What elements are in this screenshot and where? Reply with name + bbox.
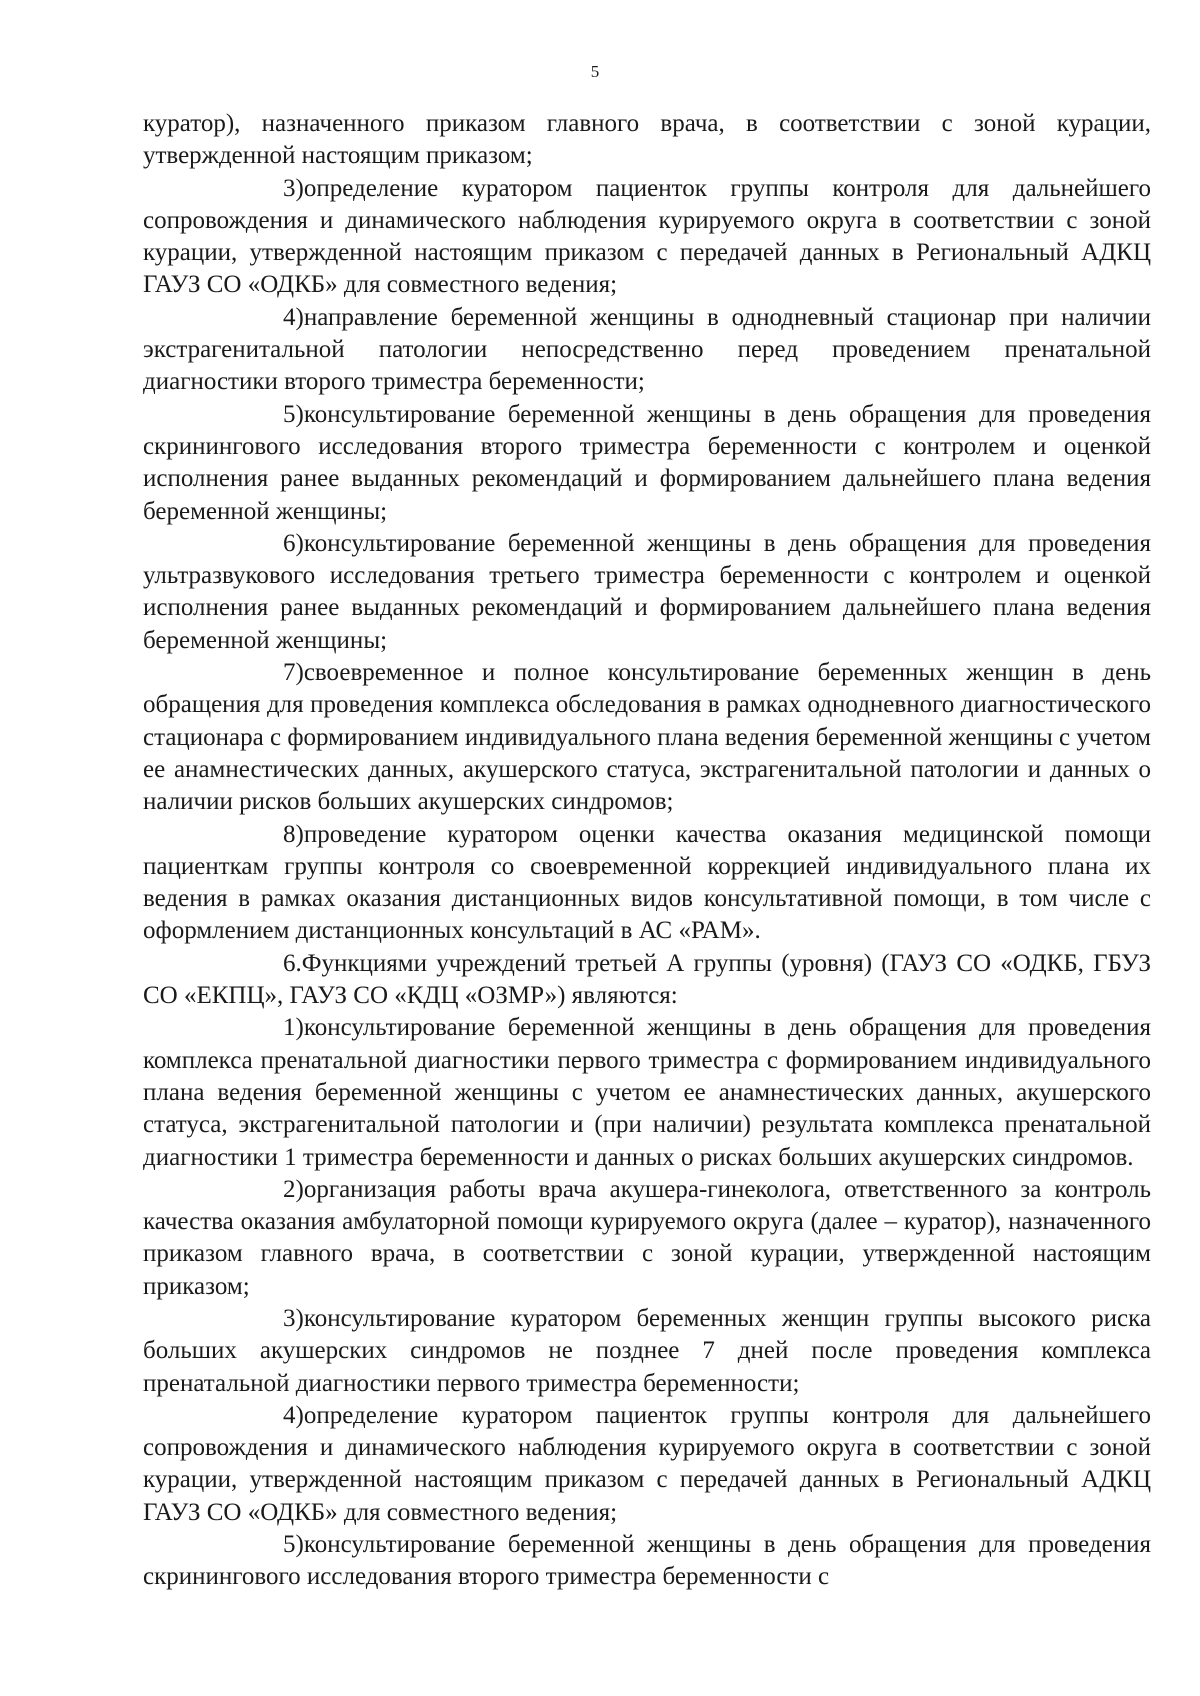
- list-item: [143, 302, 1151, 399]
- item-number: 3): [283, 174, 304, 202]
- item-number: 8): [283, 820, 304, 848]
- item-text: организация работы врача акушера-гинеколога, ответственного за контроль качества оказания амбулаторной помощи курируемого округа (далее – куратор), назначенного приказом главного врача, в соответствии с зоной курации, утвержденной настоящим приказом;: [143, 1175, 1151, 1300]
- list-item: [143, 1012, 1151, 1173]
- item-text: определение куратором пациенток группы контроля для дальнейшего сопровождения и динамического наблюдения курируемого округа в соответствии с зоной курации, утвержденной настоящим приказом с передачей данных в Региональный АДКЦ ГАУЗ СО «ОДКБ» для совместного ведения;: [143, 1401, 1151, 1526]
- item-number: 1): [283, 1014, 304, 1042]
- list-item: [143, 399, 1151, 528]
- item-text: направление беременной женщины в однодневный стационар при наличии экстрагенитальной патологии непосредственно перед проведением пренатальной диагностики второго триместра беременности;: [143, 303, 1151, 396]
- list-item: [143, 528, 1151, 657]
- section-item: [143, 948, 1151, 1013]
- document-body: [143, 108, 1151, 1594]
- item-number: 2): [283, 1175, 304, 1203]
- item-text: проведение куратором оценки качества оказания медицинской помощи пациенткам группы контроля со своевременной коррекцией индивидуального плана их ведения в рамках оказания дистанционных видов консультативной помощи, в том числе с оформлением дистанционных консультаций в АС «РАМ».: [143, 820, 1151, 945]
- paragraph-continuation: [143, 108, 1151, 173]
- section-number: 6.: [283, 949, 302, 977]
- list-item: [143, 1529, 1151, 1594]
- item-text: консультирование беременной женщины в день обращения для проведения ультразвукового исследования третьего триместра беременности с контролем и оценкой исполнения ранее выданных рекомендаций и формированием дальнейшего плана ведения беременной женщины;: [143, 529, 1151, 654]
- section-text: Функциями учреждений третьей А группы (уровня) (ГАУЗ СО «ОДКБ, ГБУЗ СО «ЕКПЦ», ГАУЗ СО «КДЦ «ОЗМР») являются:: [143, 949, 1151, 1010]
- item-text: консультирование беременной женщины в день обращения для проведения комплекса пренатальной диагностики первого триместра с формированием индивидуального плана ведения беременной женщины с учетом ее анамнестических данных, акушерского статуса, экстрагенитальной патологии и (при наличии) результата комплекса пренатальной диагностики 1 триместра беременности и данных о рисках больших акушерских синдромов.: [143, 1014, 1151, 1171]
- list-item: [143, 657, 1151, 818]
- list-item: [143, 1400, 1151, 1529]
- item-number: 5): [283, 1531, 304, 1559]
- paragraph-text: куратор), назначенного приказом главного врача, в соответствии с зоной курации, утвержденной настоящим приказом;: [143, 110, 1151, 170]
- item-text: консультирование куратором беременных женщин группы высокого риска больших акушерских синдромов не позднее 7 дней после проведения комплекса пренатальной диагностики первого триместра беременности;: [143, 1304, 1151, 1397]
- item-number: 3): [283, 1304, 304, 1332]
- item-number: 5): [283, 400, 304, 428]
- list-item: [143, 1303, 1151, 1400]
- item-text: определение куратором пациенток группы контроля для дальнейшего сопровождения и динамического наблюдения курируемого округа в соответствии с зоной курации, утвержденной настоящим приказом с передачей данных в Региональный АДКЦ ГАУЗ СО «ОДКБ» для совместного ведения;: [143, 174, 1151, 299]
- item-number: 6): [283, 529, 304, 557]
- page-number: 5: [590, 62, 600, 81]
- item-text: консультирование беременной женщины в день обращения для проведения скринингового исследования второго триместра беременности с контролем и оценкой исполнения ранее выданных рекомендаций и формированием дальнейшего плана ведения беременной женщины;: [143, 400, 1151, 525]
- item-number: 7): [283, 659, 304, 687]
- item-number: 4): [283, 303, 304, 331]
- item-number: 4): [283, 1401, 304, 1429]
- item-text: своевременное и полное консультирование беременных женщин в день обращения для проведения комплекса обследования в рамках однодневного диагностического стационара с формированием индивидуального плана ведения беременной женщины с учетом ее анамнестических данных, акушерского статуса, экстрагенитальной патологии и данных о наличии рисков больших акушерских синдромов;: [143, 659, 1151, 816]
- item-text: консультирование беременной женщины в день обращения для проведения скринингового исследования второго триместра беременности с: [143, 1531, 1151, 1591]
- list-item: [143, 1174, 1151, 1303]
- list-item: [143, 819, 1151, 948]
- list-item: [143, 173, 1151, 302]
